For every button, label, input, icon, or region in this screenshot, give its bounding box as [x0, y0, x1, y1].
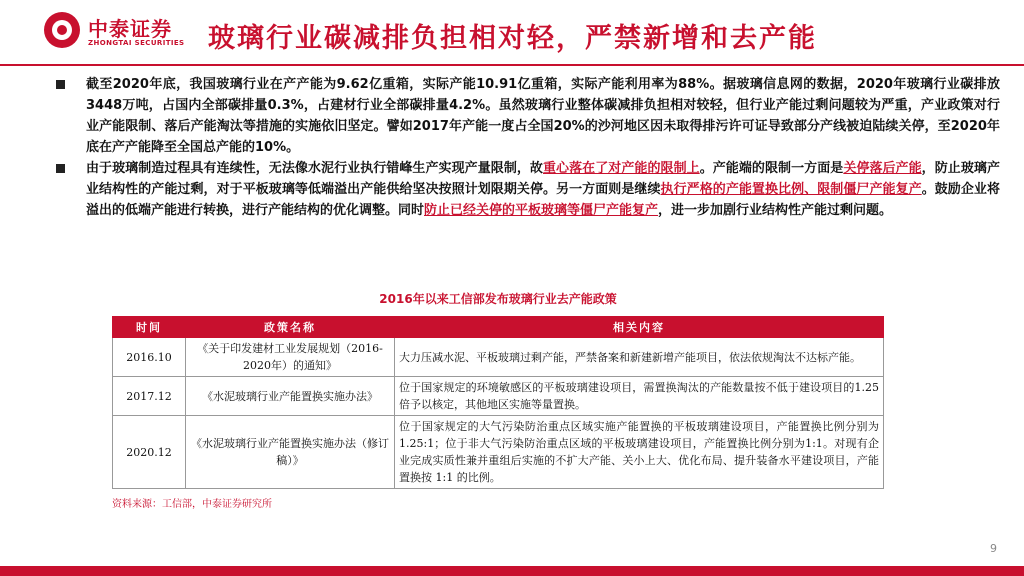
header-time: 时间	[113, 317, 186, 338]
cell-time: 2020.12	[113, 416, 186, 489]
company-logo	[44, 12, 194, 52]
bullet-text: 由于玻璃制造过程具有连续性，无法像水泥行业执行错峰生产实现产量限制，故	[86, 161, 543, 176]
footer-bar	[0, 566, 1024, 576]
logo-icon	[44, 12, 80, 48]
cell-time: 2016.10	[113, 338, 186, 377]
highlighted-text: 防止已经关停的平板玻璃等僵尸产能复产	[424, 203, 659, 218]
table-caption: 2016年以来工信部发布玻璃行业去产能政策	[379, 292, 617, 306]
cell-time: 2017.12	[113, 377, 186, 416]
policy-table	[112, 316, 884, 489]
slide-title: 玻璃行业碳减排负担相对轻，严禁新增和去产能	[208, 23, 817, 54]
logo-english-name: ZHONGTAI SECURITIES	[88, 39, 185, 47]
source-note: 资料来源：工信部，中泰证券研究所	[112, 499, 272, 510]
cell-policy-name: 《水泥玻璃行业产能置换实施办法》	[186, 377, 395, 416]
cell-content: 位于国家规定的环境敏感区的平板玻璃建设项目，需置换淘汰的产能数量按不低于建设项目的1.25倍予以核定，其他地区实施等量置换。	[395, 377, 884, 416]
logo-chinese-name: 中泰证券	[88, 17, 172, 41]
bullet-text: 。鼓励企业将溢出的低端产能进行转换，进行产能结构的优化调整。同时	[86, 182, 1000, 218]
bullet-square-icon	[56, 164, 65, 173]
bullet-point	[52, 158, 1000, 221]
highlighted-text: 关停落后产能	[843, 161, 922, 176]
header-divider	[0, 64, 1024, 66]
bullet-square-icon	[56, 80, 65, 89]
page-number: 9	[990, 542, 997, 555]
cell-policy-name: 《水泥玻璃行业产能置换实施办法（修订稿）》	[186, 416, 395, 489]
cell-content: 大力压减水泥、平板玻璃过剩产能，严禁备案和新建新增产能项目，依法依规淘汰不达标产能。	[395, 338, 884, 377]
table-header-row	[113, 317, 884, 338]
bullet-text: ，防止玻璃产业结构性的产能过剩，对于平板玻璃等低端溢出产能供给坚决按照计划限期关停。另一方面则是继续	[86, 161, 1000, 197]
bullet-point	[52, 74, 1000, 158]
header-policy-name: 政策名称	[186, 317, 395, 338]
bullet-text: 截至2020年底，我国玻璃行业在产产能为9.62亿重箱，实际产能10.91亿重箱，实际产能利用率为88%。据玻璃信息网的数据，2020年玻璃行业碳排放3448万吨，占国内全部碳排量0.3%，占建材行业全部碳排量4.2%。虽然玻璃行业整体碳减排负担相对较轻，但行业产能过剩问题较为严重，产业政策对行业产能限制、落后产能淘汰等措施的实施依旧坚定。譬如2017年产能一度占全国20%的沙河地区因未取得排污许可证导致部分产线被迫陆续关停，至2020年底在产产能降至全国总产能的10%。	[86, 77, 1000, 155]
header-content: 相关内容	[395, 317, 884, 338]
bullet-text: 。产能端的限制一方面是	[699, 161, 844, 176]
page-header	[0, 0, 1024, 66]
table-row	[113, 416, 884, 489]
highlighted-text: 执行严格的产能置换比例、限制僵尸产能复产	[660, 182, 922, 197]
cell-content: 位于国家规定的大气污染防治重点区域实施产能置换的平板玻璃建设项目，产能置换比例分别为1.25:1；位于非大气污染防治重点区域的平板玻璃建设项目，产能置换比例分别为1:1。对现有企业完成实质性兼并重组后实施的不扩大产能、关小上大、优化布局、提升装备水平建设项目，产能置换按 1:1 的比例。	[395, 416, 884, 489]
bullet-list	[52, 74, 1000, 221]
highlighted-text: 重心落在了对产能的限制上	[543, 161, 700, 176]
table-row	[113, 338, 884, 377]
cell-policy-name: 《关于印发建材工业发展规划（2016-2020年）的通知》	[186, 338, 395, 377]
bullet-text: ，进一步加剧行业结构性产能过剩问题。	[658, 203, 893, 218]
table-row	[113, 377, 884, 416]
